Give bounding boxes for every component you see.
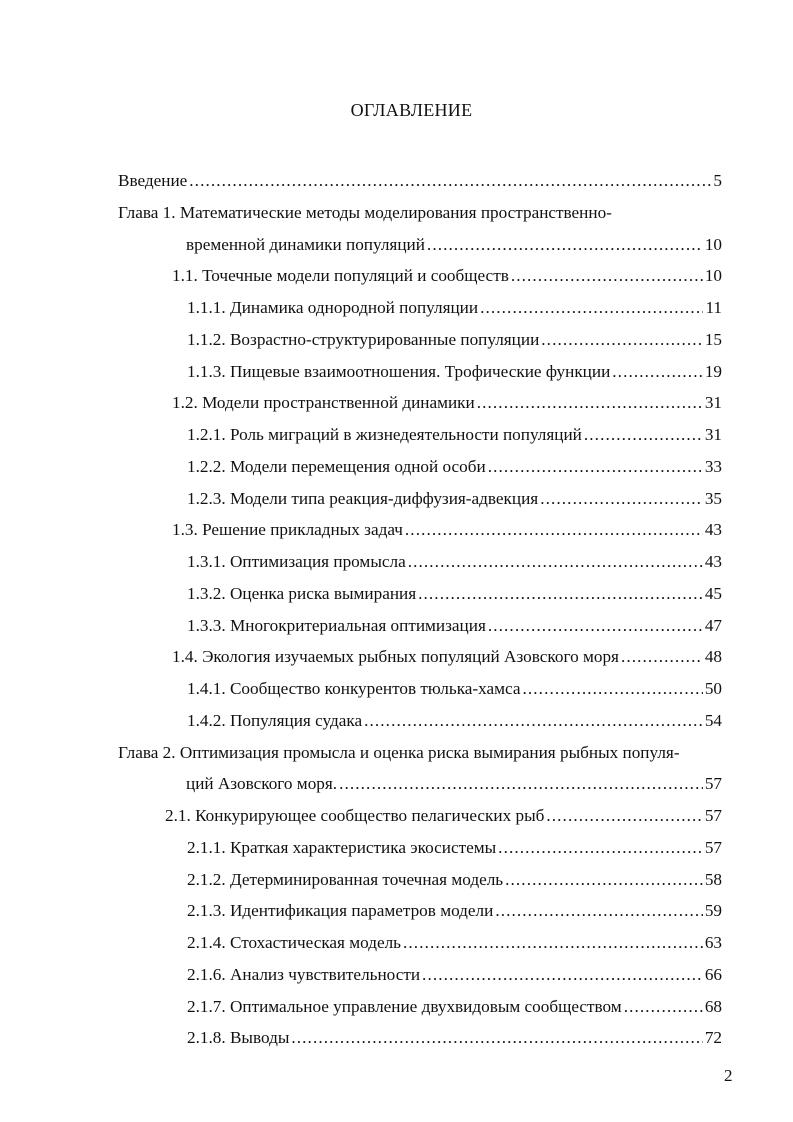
- toc-entry-page: 54: [704, 710, 722, 730]
- toc-entry: [187, 955, 722, 985]
- toc-entry-title: 1.3.1. Оптимизация промысла: [187, 552, 406, 571]
- toc-entry-title: 1.1. Точечные модели популяций и сообществ: [172, 266, 509, 286]
- toc-entry-title: 2.1.6. Анализ чувствительности: [187, 964, 421, 984]
- toc-entry-title: 1.4.1. Сообщество конкурентов тюлька-хамса: [187, 679, 521, 698]
- dot-leader: [624, 997, 703, 1017]
- toc-entry: [186, 225, 722, 255]
- toc-entry-title: 1.2.1. Роль миграций в жизнедеятельности популяций: [187, 425, 582, 444]
- toc-entry-page: 43: [704, 520, 722, 540]
- toc-entry-page: 59: [704, 901, 722, 921]
- toc-entry-title: 1.2.3. Модели типа реакция-диффузия-адвекция: [187, 488, 539, 508]
- toc-entry-page: 57: [704, 774, 722, 794]
- toc-entry: [187, 987, 722, 1017]
- dot-leader: [189, 171, 711, 191]
- toc-entry-title: 2.1.1. Краткая характеристика экосистемы: [187, 837, 497, 857]
- toc-entry-page: 68: [704, 996, 722, 1016]
- toc-entry: [172, 383, 722, 413]
- toc-entry: [187, 542, 722, 572]
- dot-leader: [511, 266, 703, 286]
- dot-leader: [480, 298, 703, 318]
- dot-leader: [541, 330, 703, 350]
- page-number: 2: [724, 1066, 733, 1085]
- page-title: ОГЛАВЛЕНИЕ: [350, 100, 473, 120]
- dot-leader: [488, 616, 703, 636]
- toc-entry-title: 2.1.8. Выводы: [187, 1028, 290, 1048]
- dot-leader: [621, 647, 703, 667]
- toc-entry: [187, 320, 722, 350]
- toc-entry-page: 43: [704, 552, 722, 571]
- dot-leader: [612, 362, 703, 382]
- toc-entry-title: 1.3.3. Многокритериальная оптимизация: [187, 615, 486, 635]
- dot-leader: [405, 520, 703, 540]
- toc-entry: [118, 161, 722, 191]
- toc-entry: [187, 415, 722, 445]
- dot-leader: [364, 711, 703, 731]
- toc-entry-page: 31: [704, 393, 722, 413]
- toc-entry-page: 57: [704, 837, 722, 857]
- toc-entry-page: 31: [704, 425, 722, 444]
- dot-leader: [403, 933, 703, 953]
- toc-entry-page: 11: [705, 298, 722, 317]
- toc-entry-page: 35: [704, 488, 722, 508]
- toc-entry-page: 45: [704, 583, 722, 603]
- toc-entry: [186, 764, 722, 794]
- dot-leader: [546, 806, 702, 826]
- toc-entry-title: Введение: [118, 171, 188, 190]
- toc-entry-title: 1.1.3. Пищевые взаимоотношения. Трофические функции: [187, 361, 611, 381]
- toc-entry: [118, 193, 612, 223]
- dot-leader: [339, 774, 703, 794]
- toc-entry-page: 33: [704, 456, 722, 476]
- toc-entry-title: Глава 2. Оптимизация промысла и оценка риска вымирания рыбных популя-: [118, 742, 680, 762]
- toc-entry-page: 19: [704, 361, 722, 381]
- toc-entry-page: 63: [704, 933, 722, 952]
- toc-entry-title: 1.2. Модели пространственной динамики: [172, 393, 475, 413]
- toc-entry: [118, 733, 680, 763]
- dot-leader: [488, 457, 703, 477]
- dot-leader: [418, 584, 703, 604]
- toc-entry-page: 48: [704, 647, 722, 667]
- toc-entry-title: 2.1. Конкурирующее сообщество пелагических рыб: [165, 806, 545, 825]
- toc-entry: [172, 510, 722, 540]
- toc-entry: [187, 288, 722, 318]
- toc-entry: [172, 256, 722, 286]
- toc-entry: [187, 574, 722, 604]
- dot-leader: [498, 838, 703, 858]
- toc-entry: [172, 637, 722, 667]
- toc-entry-page: 57: [704, 806, 722, 825]
- toc-entry: [187, 701, 722, 731]
- toc-entry: [187, 479, 722, 509]
- toc-entry-page: 72: [704, 1028, 722, 1048]
- toc-entry: [187, 669, 722, 699]
- toc-entry-page: 15: [704, 329, 722, 349]
- toc-entry: [187, 352, 722, 382]
- toc-entry-title: 1.2.2. Модели перемещения одной особи: [187, 456, 486, 476]
- toc-entry-title: 2.1.7. Оптимальное управление двухвидовым сообществом: [187, 996, 622, 1016]
- toc-entry-title: 1.3.2. Оценка риска вымирания: [187, 583, 417, 603]
- dot-leader: [408, 552, 703, 572]
- toc-entry-page: 47: [704, 615, 722, 635]
- dot-leader: [584, 425, 703, 445]
- toc-entry-title: 1.1.1. Динамика однородной популяции: [187, 298, 479, 317]
- toc-entry-title: 1.4. Экология изучаемых рыбных популяций Азовского моря: [172, 647, 619, 667]
- toc-entry-page: 58: [704, 869, 722, 889]
- toc-entry-title: 1.4.2. Популяция судака: [187, 710, 363, 730]
- toc-entry: [187, 828, 722, 858]
- dot-leader: [291, 1028, 702, 1048]
- dot-leader: [422, 965, 703, 985]
- toc-entry: [187, 891, 722, 921]
- toc-entry-title: 2.1.3. Идентификация параметров модели: [187, 901, 494, 921]
- dot-leader: [523, 679, 703, 699]
- toc-entry: [187, 860, 722, 890]
- toc-entry-title: 1.3. Решение прикладных задач: [172, 520, 403, 540]
- toc-entry-page: 10: [704, 266, 722, 286]
- dot-leader: [477, 393, 703, 413]
- toc-entry-title: Глава 1. Математические методы моделирования пространственно-: [118, 202, 612, 222]
- toc-entry-title: 2.1.2. Детерминированная точечная модель: [187, 869, 504, 889]
- toc-entry-page: 5: [713, 171, 722, 190]
- toc-entry-title: ций Азовского моря.: [186, 774, 338, 794]
- dot-leader: [427, 235, 703, 255]
- toc-entry: [187, 447, 722, 477]
- toc-entry-title: временной динамики популяций: [186, 234, 425, 254]
- toc-entry: [187, 1018, 722, 1048]
- toc-entry-page: 10: [704, 234, 722, 254]
- toc-entry: [187, 923, 722, 953]
- toc-entry: [165, 796, 722, 826]
- toc-entry: [187, 606, 722, 636]
- dot-leader: [495, 901, 703, 921]
- dot-leader: [540, 489, 703, 509]
- dot-leader: [505, 870, 703, 890]
- toc-entry-title: 2.1.4. Стохастическая модель: [187, 933, 402, 952]
- toc-entry-title: 1.1.2. Возрастно-структурированные популяции: [187, 329, 540, 349]
- toc-entry-page: 66: [704, 964, 722, 984]
- toc-entry-page: 50: [704, 679, 722, 698]
